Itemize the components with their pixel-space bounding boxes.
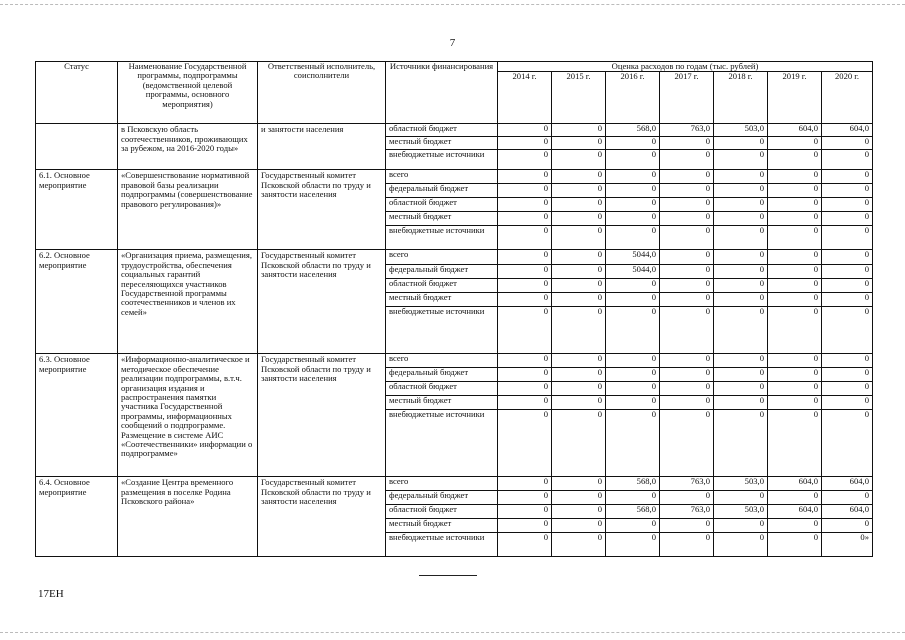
year-value: 0 (552, 382, 606, 396)
activity-status (36, 124, 118, 170)
year-value: 604,0 (768, 477, 822, 491)
year-value: 0 (606, 212, 660, 226)
year-value: 0 (714, 226, 768, 250)
year-value: 0 (498, 505, 552, 519)
year-value: 0 (552, 354, 606, 368)
funding-source: федеральный бюджет (386, 491, 498, 505)
year-value: 0 (660, 265, 714, 279)
year-value: 0 (552, 293, 606, 307)
year-value: 0 (768, 382, 822, 396)
header-year: 2020 г. (822, 72, 873, 124)
year-value: 0 (606, 184, 660, 198)
funding-source: областной бюджет (386, 279, 498, 293)
year-value: 0 (768, 212, 822, 226)
year-value: 0 (552, 250, 606, 265)
funding-source: областной бюджет (386, 382, 498, 396)
year-value: 0 (768, 279, 822, 293)
table-row (36, 477, 873, 491)
year-value: 0 (714, 519, 768, 533)
year-value: 0 (768, 533, 822, 557)
activity-name: «Совершенствование нормативной правовой базы реализации подпрограммы (совершенствование правового регулирования)» (118, 170, 258, 250)
table-header (36, 62, 873, 124)
header-year: 2018 г. (714, 72, 768, 124)
year-value: 604,0 (822, 477, 873, 491)
year-value: 0 (552, 307, 606, 354)
year-value: 763,0 (660, 124, 714, 137)
header-estimate: Оценка расходов по годам (тыс. рублей) (498, 62, 873, 72)
year-value: 0 (660, 382, 714, 396)
year-value: 568,0 (606, 477, 660, 491)
year-value: 0 (606, 293, 660, 307)
year-value: 0 (714, 279, 768, 293)
header-year: 2019 г. (768, 72, 822, 124)
year-value: 0 (498, 265, 552, 279)
year-value: 0 (498, 250, 552, 265)
funding-source: местный бюджет (386, 212, 498, 226)
activity-executor: и занятости населения (258, 124, 386, 170)
year-value: 0 (498, 293, 552, 307)
header-executor: Ответственный исполнитель, соисполнители (258, 62, 386, 124)
year-value: 568,0 (606, 505, 660, 519)
year-value: 0 (822, 354, 873, 368)
year-value: 0 (498, 533, 552, 557)
year-value: 604,0 (822, 505, 873, 519)
year-value: 0 (660, 137, 714, 150)
year-value: 0 (498, 150, 552, 170)
year-value: 0 (552, 226, 606, 250)
funding-source: областной бюджет (386, 198, 498, 212)
funding-source: местный бюджет (386, 396, 498, 410)
year-value: 0 (660, 533, 714, 557)
year-value: 0 (660, 307, 714, 354)
year-value: 0 (498, 396, 552, 410)
year-value: 0 (660, 491, 714, 505)
funding-source: местный бюджет (386, 137, 498, 150)
year-value: 0 (714, 150, 768, 170)
year-value: 0 (660, 150, 714, 170)
year-value: 0 (552, 396, 606, 410)
funding-source: всего (386, 477, 498, 491)
year-value: 0 (660, 212, 714, 226)
year-value: 0 (822, 491, 873, 505)
year-value: 0 (768, 137, 822, 150)
year-value: 0 (606, 368, 660, 382)
year-value: 763,0 (660, 505, 714, 519)
funding-source: всего (386, 170, 498, 184)
year-value: 604,0 (822, 124, 873, 137)
funding-source: федеральный бюджет (386, 368, 498, 382)
year-value: 0 (822, 170, 873, 184)
year-value: 0 (552, 477, 606, 491)
year-value: 0 (498, 382, 552, 396)
year-value: 0 (660, 279, 714, 293)
table-body (36, 124, 873, 557)
year-value: 0 (822, 150, 873, 170)
year-value: 568,0 (606, 124, 660, 137)
year-value: 0 (498, 477, 552, 491)
activity-name: «Создание Центра временного размещения в поселке Родина Псковского района» (118, 477, 258, 557)
year-value: 0 (498, 307, 552, 354)
year-value: 0 (606, 279, 660, 293)
year-value: 0 (768, 226, 822, 250)
year-value: 0 (822, 307, 873, 354)
year-value: 0 (822, 212, 873, 226)
year-value: 0 (552, 124, 606, 137)
year-value: 0» (822, 533, 873, 557)
table-row (36, 354, 873, 368)
year-value: 0 (606, 533, 660, 557)
year-value: 0 (552, 265, 606, 279)
year-value: 0 (822, 198, 873, 212)
funding-source: местный бюджет (386, 293, 498, 307)
year-value: 0 (606, 226, 660, 250)
year-value: 0 (552, 170, 606, 184)
funding-source: федеральный бюджет (386, 184, 498, 198)
year-value: 0 (822, 410, 873, 477)
year-value: 0 (822, 293, 873, 307)
year-value: 0 (498, 279, 552, 293)
year-value: 0 (768, 307, 822, 354)
year-value: 0 (768, 293, 822, 307)
year-value: 0 (660, 226, 714, 250)
year-value: 0 (606, 137, 660, 150)
year-value: 0 (552, 212, 606, 226)
year-value: 604,0 (768, 124, 822, 137)
year-value: 0 (768, 410, 822, 477)
year-value: 0 (552, 410, 606, 477)
year-value: 0 (714, 184, 768, 198)
year-value: 0 (714, 491, 768, 505)
year-value: 0 (714, 170, 768, 184)
year-value: 0 (552, 519, 606, 533)
year-value: 0 (498, 198, 552, 212)
activity-name: в Псковскую область соотечественников, проживающих за рубежом, на 2016-2020 годы» (118, 124, 258, 170)
year-value: 0 (660, 198, 714, 212)
activity-executor: Государственный комитет Псковской области по труду и занятости населения (258, 250, 386, 354)
expenditure-table (35, 61, 873, 557)
year-value: 0 (606, 382, 660, 396)
year-value: 0 (822, 279, 873, 293)
table-row (36, 170, 873, 184)
year-value: 5044,0 (606, 265, 660, 279)
activity-status: 6.3. Основное мероприятие (36, 354, 118, 477)
funding-source: местный бюджет (386, 519, 498, 533)
year-value: 0 (660, 410, 714, 477)
year-value: 0 (768, 491, 822, 505)
year-value: 0 (498, 491, 552, 505)
year-value: 0 (606, 150, 660, 170)
header-year: 2014 г. (498, 72, 552, 124)
funding-source: федеральный бюджет (386, 265, 498, 279)
header-status: Статус (36, 62, 118, 124)
year-value: 0 (768, 354, 822, 368)
header-sources: Источники финансирования (386, 62, 498, 124)
year-value: 0 (552, 505, 606, 519)
funding-source: внебюджетные источники (386, 307, 498, 354)
year-value: 503,0 (714, 124, 768, 137)
year-value: 0 (768, 519, 822, 533)
year-value: 0 (660, 170, 714, 184)
year-value: 0 (822, 184, 873, 198)
year-value: 0 (714, 198, 768, 212)
header-year: 2015 г. (552, 72, 606, 124)
year-value: 0 (714, 212, 768, 226)
funding-source: внебюджетные источники (386, 226, 498, 250)
year-value: 0 (606, 354, 660, 368)
footer-rule (419, 575, 477, 576)
funding-source: внебюджетные источники (386, 410, 498, 477)
table-row (36, 250, 873, 265)
year-value: 0 (714, 410, 768, 477)
scan-edge-bottom (0, 632, 905, 633)
year-value: 0 (498, 124, 552, 137)
year-value: 0 (660, 293, 714, 307)
year-value: 0 (822, 137, 873, 150)
year-value: 0 (714, 137, 768, 150)
year-value: 0 (498, 519, 552, 533)
year-value: 0 (768, 250, 822, 265)
year-value: 0 (822, 396, 873, 410)
year-value: 0 (714, 293, 768, 307)
year-value: 0 (552, 137, 606, 150)
year-value: 0 (660, 519, 714, 533)
year-value: 0 (660, 368, 714, 382)
funding-source: всего (386, 354, 498, 368)
year-value: 0 (498, 368, 552, 382)
year-value: 0 (660, 396, 714, 410)
year-value: 0 (498, 354, 552, 368)
year-value: 0 (498, 226, 552, 250)
page-number: 7 (449, 37, 456, 49)
funding-source: областной бюджет (386, 505, 498, 519)
year-value: 0 (822, 265, 873, 279)
funding-source: внебюджетные источники (386, 150, 498, 170)
year-value: 0 (768, 368, 822, 382)
year-value: 0 (606, 410, 660, 477)
year-value: 0 (822, 382, 873, 396)
year-value: 0 (822, 519, 873, 533)
year-value: 0 (768, 150, 822, 170)
year-value: 0 (768, 198, 822, 212)
table-row (36, 124, 873, 137)
year-value: 0 (768, 170, 822, 184)
activity-name: «Информационно-аналитическое и методическое обеспечение реализации подпрограммы, в.т.ч. организация издания и распространения памятки участника Государственной программы, информационных сообщений о подпрограмме. Размещение в системе АИС «Соотечественники» информации о подпрограмме» (118, 354, 258, 477)
year-value: 5044,0 (606, 250, 660, 265)
year-value: 0 (552, 184, 606, 198)
year-value: 604,0 (768, 505, 822, 519)
year-value: 0 (498, 170, 552, 184)
year-value: 0 (822, 368, 873, 382)
activity-status: 6.2. Основное мероприятие (36, 250, 118, 354)
year-value: 503,0 (714, 477, 768, 491)
year-value: 0 (714, 354, 768, 368)
header-name: Наименование Государственной программы, подпрограммы (ведомственной целевой программы, основного мероприятия) (118, 62, 258, 124)
year-value: 0 (606, 198, 660, 212)
header-year: 2016 г. (606, 72, 660, 124)
year-value: 0 (714, 533, 768, 557)
year-value: 0 (822, 226, 873, 250)
year-value: 0 (660, 250, 714, 265)
year-value: 0 (552, 279, 606, 293)
year-value: 0 (714, 368, 768, 382)
activity-executor: Государственный комитет Псковской области по труду и занятости населения (258, 477, 386, 557)
year-value: 0 (552, 368, 606, 382)
activity-executor: Государственный комитет Псковской области по труду и занятости населения (258, 170, 386, 250)
year-value: 0 (768, 396, 822, 410)
year-value: 0 (768, 265, 822, 279)
funding-source: всего (386, 250, 498, 265)
year-value: 0 (714, 396, 768, 410)
footer-code: 17ЕН (38, 588, 64, 600)
year-value: 503,0 (714, 505, 768, 519)
year-value: 0 (552, 150, 606, 170)
year-value: 0 (714, 265, 768, 279)
year-value: 0 (498, 410, 552, 477)
year-value: 0 (714, 250, 768, 265)
year-value: 0 (606, 519, 660, 533)
year-value: 0 (660, 184, 714, 198)
year-value: 0 (822, 250, 873, 265)
year-value: 0 (498, 137, 552, 150)
year-value: 0 (606, 170, 660, 184)
year-value: 0 (552, 533, 606, 557)
activity-status: 6.1. Основное мероприятие (36, 170, 118, 250)
year-value: 763,0 (660, 477, 714, 491)
year-value: 0 (660, 354, 714, 368)
year-value: 0 (714, 382, 768, 396)
year-value: 0 (498, 184, 552, 198)
activity-status: 6.4. Основное мероприятие (36, 477, 118, 557)
year-value: 0 (498, 212, 552, 226)
year-value: 0 (768, 184, 822, 198)
activity-executor: Государственный комитет Псковской области по труду и занятости населения (258, 354, 386, 477)
funding-source: внебюджетные источники (386, 533, 498, 557)
funding-source: областной бюджет (386, 124, 498, 137)
year-value: 0 (552, 491, 606, 505)
header-year: 2017 г. (660, 72, 714, 124)
year-value: 0 (606, 307, 660, 354)
year-value: 0 (714, 307, 768, 354)
year-value: 0 (552, 198, 606, 212)
year-value: 0 (606, 396, 660, 410)
scan-edge-top (0, 4, 905, 5)
activity-name: «Организация приема, размещения, трудоустройства, обеспечения социальных гарантий переселяющихся участников Государственной программы соотечественников и членов их семей» (118, 250, 258, 354)
year-value: 0 (606, 491, 660, 505)
